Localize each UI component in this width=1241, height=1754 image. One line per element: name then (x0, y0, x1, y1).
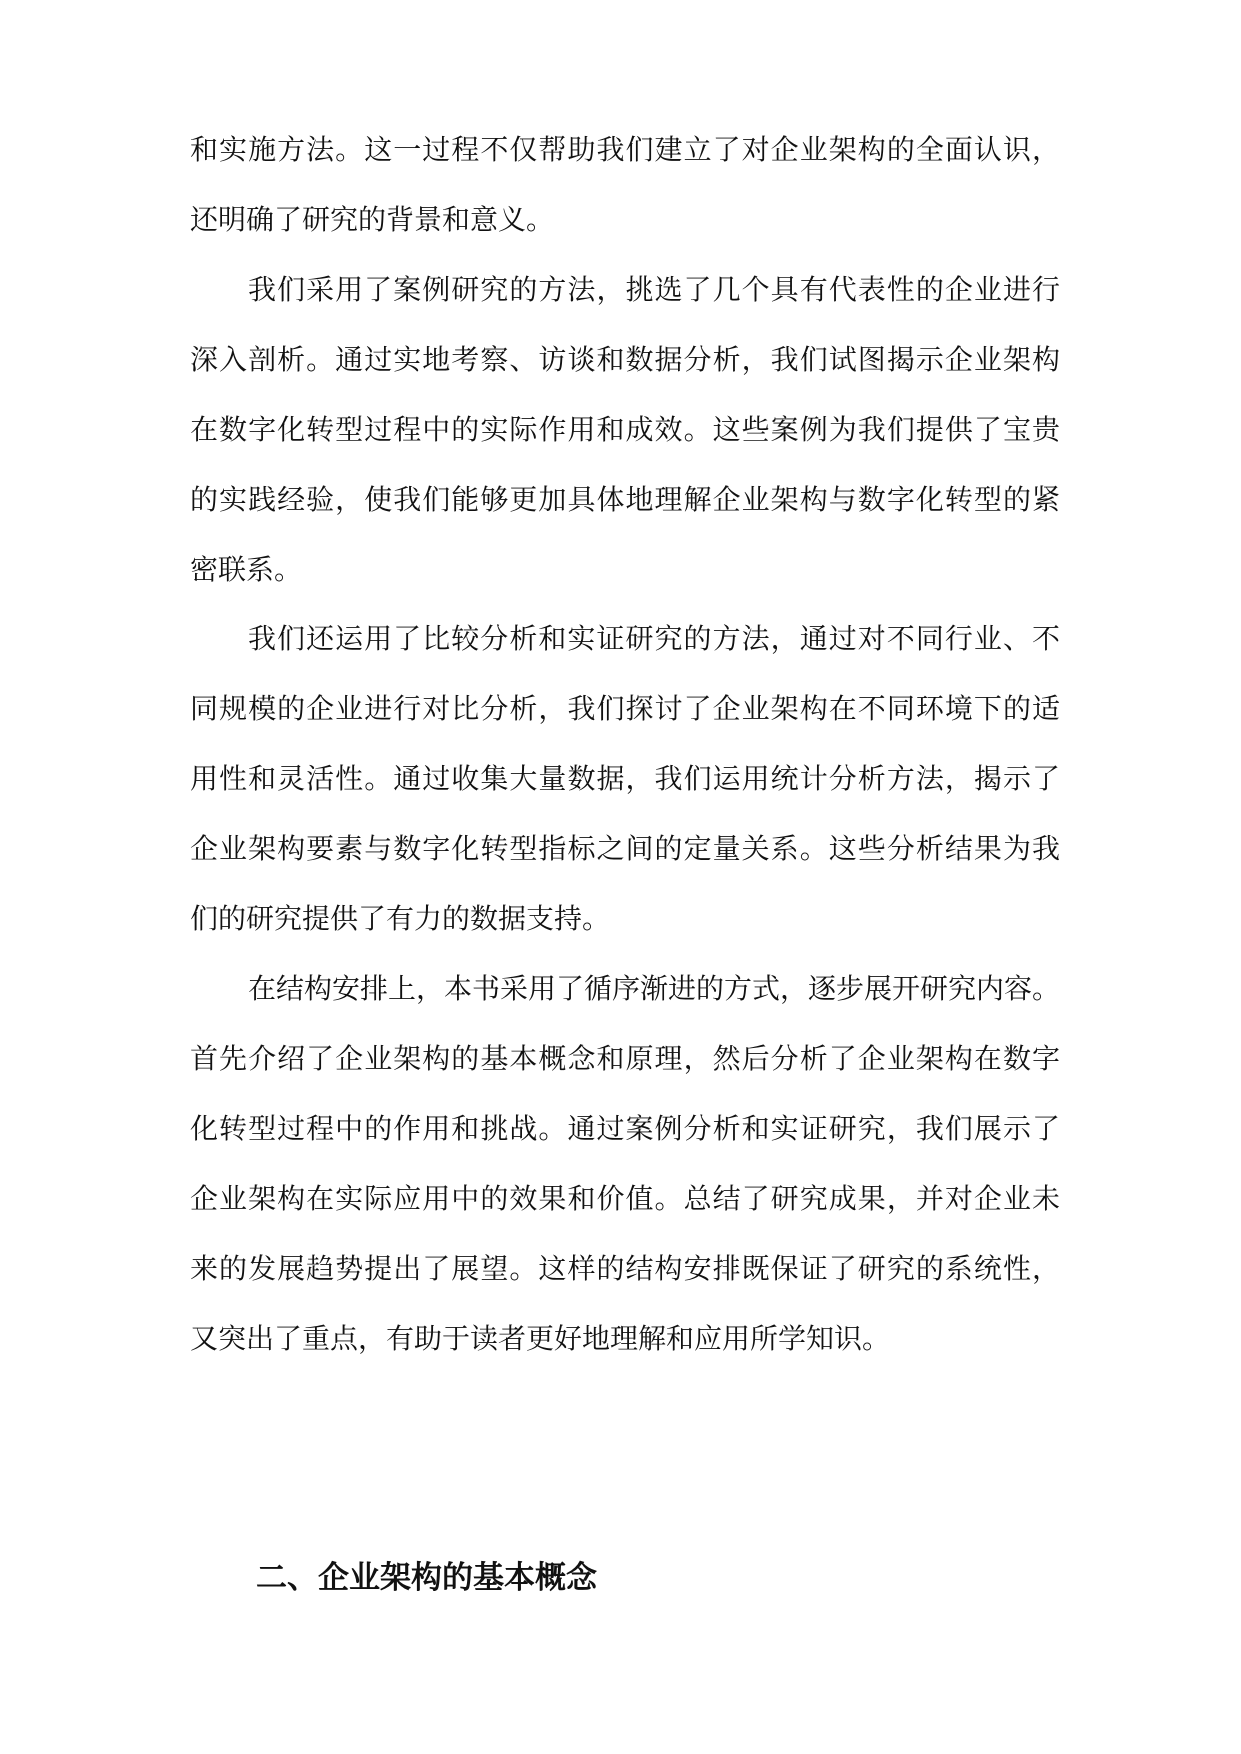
paragraph-2-line-2: 深入剖析。通过实地考察、访谈和数据分析，我们试图揭示企业架构 (190, 343, 1060, 376)
paragraph-4-line-5: 来的发展趋势提出了展望。这样的结构安排既保证了研究的系统性， (190, 1252, 1060, 1285)
paragraph-1-line-1: 和实施方法。这一过程不仅帮助我们建立了对企业架构的全面认识， (190, 133, 1060, 166)
paragraph-3-line-4: 企业架构要素与数字化转型指标之间的定量关系。这些分析结果为我 (190, 832, 1060, 865)
paragraph-4-line-2: 首先介绍了企业架构的基本概念和原理，然后分析了企业架构在数字 (190, 1042, 1060, 1075)
paragraph-2-line-3: 在数字化转型过程中的实际作用和成效。这些案例为我们提供了宝贵 (190, 413, 1060, 446)
paragraph-2-line-1: 我们采用了案例研究的方法，挑选了几个具有代表性的企业进行 (248, 273, 1060, 306)
paragraph-2-line-5: 密联系。 (190, 553, 303, 586)
paragraph-4-line-4: 企业架构在实际应用中的效果和价值。总结了研究成果，并对企业未 (190, 1182, 1060, 1215)
paragraph-3-line-5: 们的研究提供了有力的数据支持。 (190, 902, 611, 935)
paragraph-4-line-3: 化转型过程中的作用和挑战。通过案例分析和实证研究，我们展示了 (190, 1112, 1060, 1145)
paragraph-4-line-1: 在结构安排上，本书采用了循序渐进的方式，逐步展开研究内容。 (248, 972, 1060, 1005)
paragraph-2-line-4: 的实践经验，使我们能够更加具体地理解企业架构与数字化转型的紧 (190, 483, 1060, 516)
paragraph-1-line-2: 还明确了研究的背景和意义。 (190, 203, 555, 236)
paragraph-3-line-2: 同规模的企业进行对比分析，我们探讨了企业架构在不同环境下的适 (190, 692, 1060, 725)
paragraph-3-line-1: 我们还运用了比较分析和实证研究的方法，通过对不同行业、不 (248, 622, 1060, 655)
paragraph-3-line-3: 用性和灵活性。通过收集大量数据，我们运用统计分析方法，揭示了 (190, 762, 1060, 795)
paragraph-4-line-6: 又突出了重点，有助于读者更好地理解和应用所学知识。 (190, 1322, 891, 1355)
section-heading: 二、企业架构的基本概念 (256, 1560, 597, 1596)
